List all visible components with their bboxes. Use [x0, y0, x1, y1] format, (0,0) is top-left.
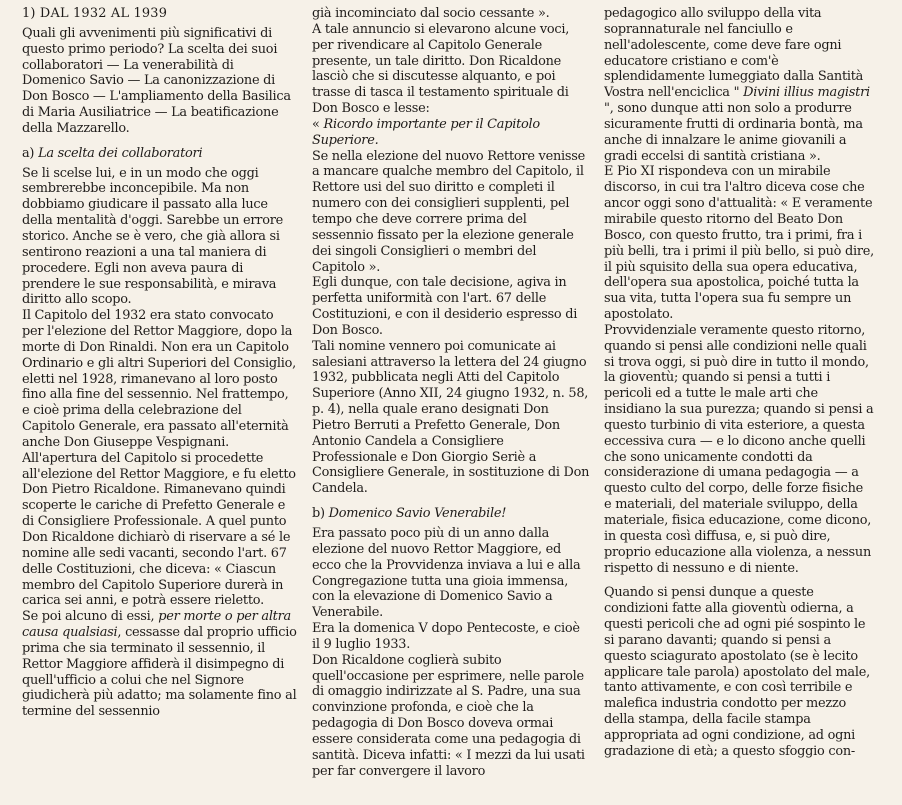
- text-column-middle: [312, 6, 590, 805]
- quote-title: [312, 117, 590, 149]
- italic-run: per morte o per altra causa qualsiasi: [22, 609, 291, 641]
- subsection-letter: a): [22, 145, 35, 161]
- section-intro: Quali gli avvenimenti più significativi di questo primo periodo? La scelta dei suoi collaboratori — La venerabilità di Domenico Savio — La canonizzazione di Don Bosco — L'ampliamento della Basilica di Maria Ausiliatrice — La beatificazione della Mazzarello.: [22, 25, 291, 136]
- paragraph: Tali nomine vennero poi comunicate ai salesiani attraverso la lettera del 24 giugno 1932, pubblicata negli Atti del Capitolo Superiore (Anno XII, 24 giugno 1932, n. 58, p. 4), nella quale erano designati Don Pietro Berruti a Prefetto Generale, Don Antonio Candela a Consigliere Professionale e Don Giorgio Seriè a Consigliere Generale, in sostituzione di Don Candela.: [312, 338, 590, 497]
- text-run: Se poi alcuno di essi,: [22, 609, 159, 625]
- paragraph: già incominciato dal socio cessante ».: [312, 6, 550, 21]
- paragraph: Il Capitolo del 1932 era stato convocato per l'elezione del Rettor Maggiore, dopo la morte di Don Rinaldi. Non era un Capitolo Ordinario e gli altri Superiori del Consiglio, eletti nel 1928, rimanevano al loro posto fino alla fine del sessennio. Nel frattempo, e cioè prima della celebrazione del Capitolo Generale, era passato all'eternità anche Don Giuseppe Vespignani.: [22, 308, 296, 450]
- paragraph: [604, 6, 874, 164]
- paragraph: Provvidenziale veramente questo ritorno, quando si pensi alle condizioni nelle quali si trova oggi, si può dire in tutto il mondo, la gioventù; quando si pensi a tutti i pericoli ed a tutte le male arti che insidiano la sua purezza; quando si pensi a questo turbinio di vita esteriore, a questa eccessiva cura — e lo dicono anche quelli che sono unicamente condotti da considerazione di umana pedagogia — a questo culto del corpo, delle forze fisiche e materiali, del materiale sviluppo, della materiale, fisica educazione, come dicono, in questa così diffusa, e, si può dire, proprio educazione alla violenza, a nessun rispetto di nessuno e di niente.: [604, 322, 874, 576]
- subsection-b-heading: [312, 506, 590, 522]
- text-run: , sono dunque atti non solo a produrre sicuramente frutti di ordinaria bontà, ma anche di innalzare le anime giovanili a gradi eccelsi di santità cristiana ».: [604, 101, 863, 164]
- paragraph: Era passato poco più di un anno dalla elezione del nuovo Rettor Maggiore, ed ecco che la Provvidenza inviava a lui e alla Congregazione tutta una gioia immensa, con la elevazione di Domenico Savio a Venerabile.: [312, 526, 581, 621]
- paragraph: [22, 609, 298, 720]
- paragraph: All'apertura del Capitolo si procedette all'elezione del Rettor Maggiore, e fu eletto Don Pietro Ricaldone. Rimanevano quindi scoperte le cariche di Prefetto Generale e di Consigliere Professionale. A quel punto Don Ricaldone dichiarò di riservare a sé le nomine alle sedi vacanti, secondo l'art. 67 delle Costituzioni, che diceva: « Ciascun membro del Capitolo Superiore durerà in carica sei anni, e potrà essere rieletto.: [22, 450, 296, 609]
- subsection-letter: b): [312, 506, 325, 522]
- paragraph: E Pio XI rispondeva con un mirabile discorso, in cui tra l'altro diceva cose che ancor oggi sono d'attualità: « E veramente mirabile questo ritorno del Beato Don Bosco, con questo frutto, tra i primi, fra i più belli, tra i primi il più bello, si può dire, il più squisito della sua opera educativa, dell'opera sua apostolica, poiché tutta la sua vita, tutta l'opera sua fu sempre un apostolato.: [604, 164, 874, 323]
- subsection-a-heading: [22, 146, 298, 162]
- paragraph: A tale annuncio si elevarono alcune voci, per rivendicare al Capitolo Generale presente, un tale diritto. Don Ricaldone lasciò che si discutesse alquanto, e poi trasse di tasca il testamento spirituale di Don Bosco e lesse:: [312, 21, 570, 117]
- paragraph: Don Ricaldone coglierà subito quell'occasione per esprimere, nelle parole di omaggio indirizzate al S. Padre, una sua convinzione profonda, e cioè che la pedagogia di Don Bosco doveva ormai essere considerata come una pedagogia di santità. Diceva infatti: « I mezzi da lui usati per far convergere il lavoro: [312, 652, 585, 779]
- paragraph: Egli dunque, con tale decisione, agiva in perfetta uniformità con l'art. 67 delle Costituzioni, e con il desiderio espresso di Don Bosco.: [312, 275, 578, 338]
- paragraph: Era la domenica V dopo Pentecoste, e cioè il 9 luglio 1933.: [312, 621, 580, 652]
- quote-mark: «: [312, 116, 324, 132]
- italic-run: Ricordo importante per il Capitolo Superiore.: [312, 116, 540, 148]
- subsection-title: La scelta dei collaboratori: [38, 145, 203, 161]
- text-run: , cessasse dal proprio ufficio prima che sia terminato il sessennio, il Rettor Maggiore affiderà il disimpegno di quell'ufficio a colui che nel Signore giudicherà più adatto; ma solamente fino al termine del sessennio: [22, 625, 297, 720]
- paragraph: Se nella elezione del nuovo Rettore venisse a mancare qualche membro del Capitolo, il Rettore usi del suo diritto e completi il numero con dei consiglieri supplenti, pel tempo che deve correre prima del sessennio fissato per la elezione generale dei singoli Consiglieri o membri del Capitolo ».: [312, 148, 585, 275]
- text-column-right: [604, 6, 874, 805]
- subsection-title: Domenico Savio Venerabile!: [328, 506, 507, 522]
- italic-run: " Divini illius magistri ": [604, 85, 870, 117]
- paragraph: Se li scelse lui, e in un modo che oggi sembrerebbe inconcepibile. Ma non dobbiamo giudicare il passato alla luce della mentalità d'oggi. Sarebbe un errore storico. Anche se è vero, che già allora si sentirono reazioni a una tal maniera di procedere. Egli non aveva paura di prendere le sue responsabilità, e mirava diritto allo scopo.: [22, 165, 284, 308]
- section-heading: 1) DAL 1932 AL 1939: [22, 6, 168, 21]
- text-run: pedagogico allo sviluppo della vita soprannaturale nel fanciullo e nell'adolescente, come deve fare ogni educatore cristiano e com'è splendidamente lumeggiato dalla Santità Vostra nell'enciclica: [604, 6, 864, 101]
- text-column-left: [22, 6, 298, 805]
- paragraph: Quando si pensi dunque a queste condizioni fatte alla gioventù odierna, a questi pericoli che ad ogni pié sospinto le si parano davanti; quando si pensi a questo sciagurato apostolato (se è lecito applicare tale parola) apostolato del male, tanto attivamente, e con così terribile e malefica industria condotto per mezzo della stampa, della facile stampa appropriata ad ogni condizione, ad ogni gradazione di età; a questo sfoggio con-: [604, 585, 870, 759]
